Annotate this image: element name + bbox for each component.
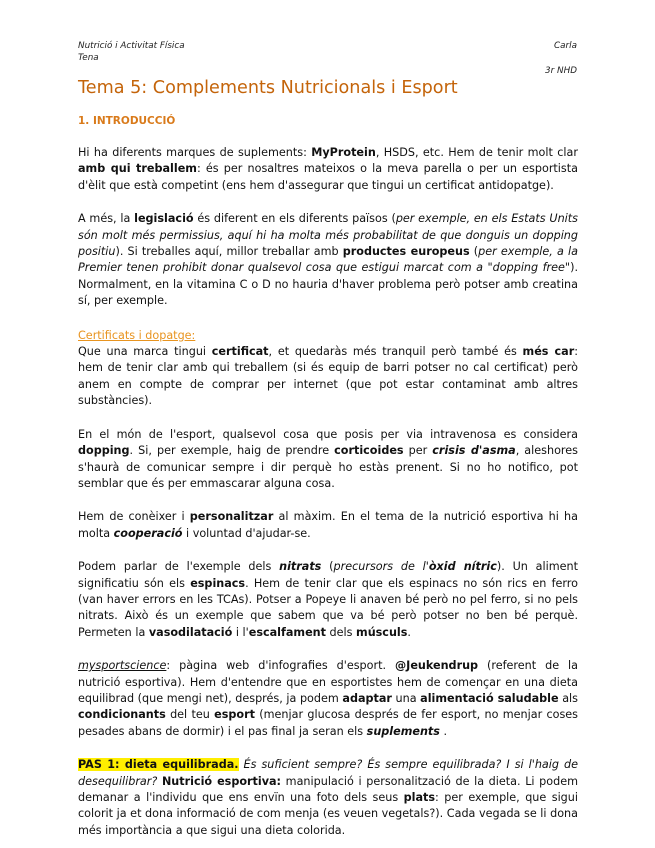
header-class: 3r NHD	[545, 66, 577, 76]
paragraph-certificates: Que una marca tingui certificat, et quedaràs més tranquil però també és més car: hem de tenir clar amb qui treballem (si és equip de barri potser no cal certificat) però anem en compte de comprar per internet (que pot estar contaminat amb altres substàncies).	[78, 345, 579, 408]
paragraph-step1: PAS 1: dieta equilibrada. És suficient sempre? És sempre equilibrada? I si l'haig de desequilibrar? Nutrició esportiva: manipulació i personalització de la dieta. Li podem demanar a l'individu que ens envïn una foto dels seus plats: per exemple, que sigui colorit ja et dona informació de com menja (es veuen vegetals?). Cada vegada se li dona més importància a que sigui una dieta colorida.	[78, 758, 578, 837]
header-right	[545, 40, 577, 77]
paragraph-brands: Hi ha diferents marques de suplements: MyProtein, HSDS, etc. Hem de tenir molt clar amb qui treballem: és per nosaltres mateixos o la meva parella o per un esportista d'èlit que està competint (ens hem d'assegurar que tingui un certificat antidopatge).	[78, 146, 578, 192]
paragraph-legislation: A més, la legislació és diferent en els diferents països (per exemple, en els Estats Units són molt més permissius, aquí hi ha molta més probabilitat de que donguis un dopping positiu). Si treballes aquí, millor treballar amb productes europeus (per exemple, a la Premier tenen prohibit donar qualsevol cosa que estigui marcat com a "dopping free"). Normalment, en la vitamina C o D no hauria d'haver problema però potser amb creatina sí, per exemple.	[78, 212, 578, 308]
section-heading: 1. INTRODUCCIÓ	[78, 115, 176, 127]
mysportscience-link[interactable]: mysportscience	[78, 659, 167, 673]
paragraph-doping: En el món de l'esport, qualsevol cosa que posis per via intravenosa es considera dopping. Si, per exemple, haig de prendre corticoides per crisis d'asma, aleshores s'haurà de comunicar sempre i dir perquè ho estàs prenent. Si no ho notifico, pot semblar que és per emmascarar alguna cosa.	[78, 427, 578, 490]
paragraph-mysportscience: mysportscience: pàgina web d'infografies d'esport. @Jeukendrup (referent de la nutrició esportiva). Hem d'entendre que en esportistes hem de començar en una dieta equilibrad (que mengi net), després, ja podem adaptar una alimentació saludable als condicionants del teu esport (menjar glucosa després de fer esport, no menjar coses pesades abans de dormir) i el pas final ja seran els suplements .	[78, 659, 579, 738]
paragraph-nitrates: Podem parlar de l'exemple dels nitrats (precursors de l'òxid nítric). Un aliment significatiu són els espinacs. Hem de tenir clar que els espinacs no són rics en ferro (van haver errors en les TCAs). Potser a Popeye li anaven bé però no pel ferro, si no pels nitrats. Això és un exemple que sabem que va bé però potser no ben bé perquè. Permeten la vasodilatació i l'escalfament dels músculs.	[78, 560, 578, 639]
header-course: Nutrició i Activitat Física	[78, 41, 185, 51]
paragraph-personalize: Hem de conèixer i personalitzar al màxim. En el tema de la nutrició esportiva hi ha molta cooperació i voluntad d'ajudar-se.	[78, 510, 578, 540]
step1-highlight: PAS 1: dieta equilibrada.	[78, 758, 239, 772]
page-title: Tema 5: Complements Nutricionals i Esport	[78, 78, 458, 98]
document-body	[78, 77, 578, 839]
header-name: Carla	[554, 41, 577, 51]
header-surname: Tena	[78, 53, 99, 63]
header-left	[78, 40, 185, 64]
certificates-link[interactable]: Certificats i dopatge:	[78, 328, 196, 342]
